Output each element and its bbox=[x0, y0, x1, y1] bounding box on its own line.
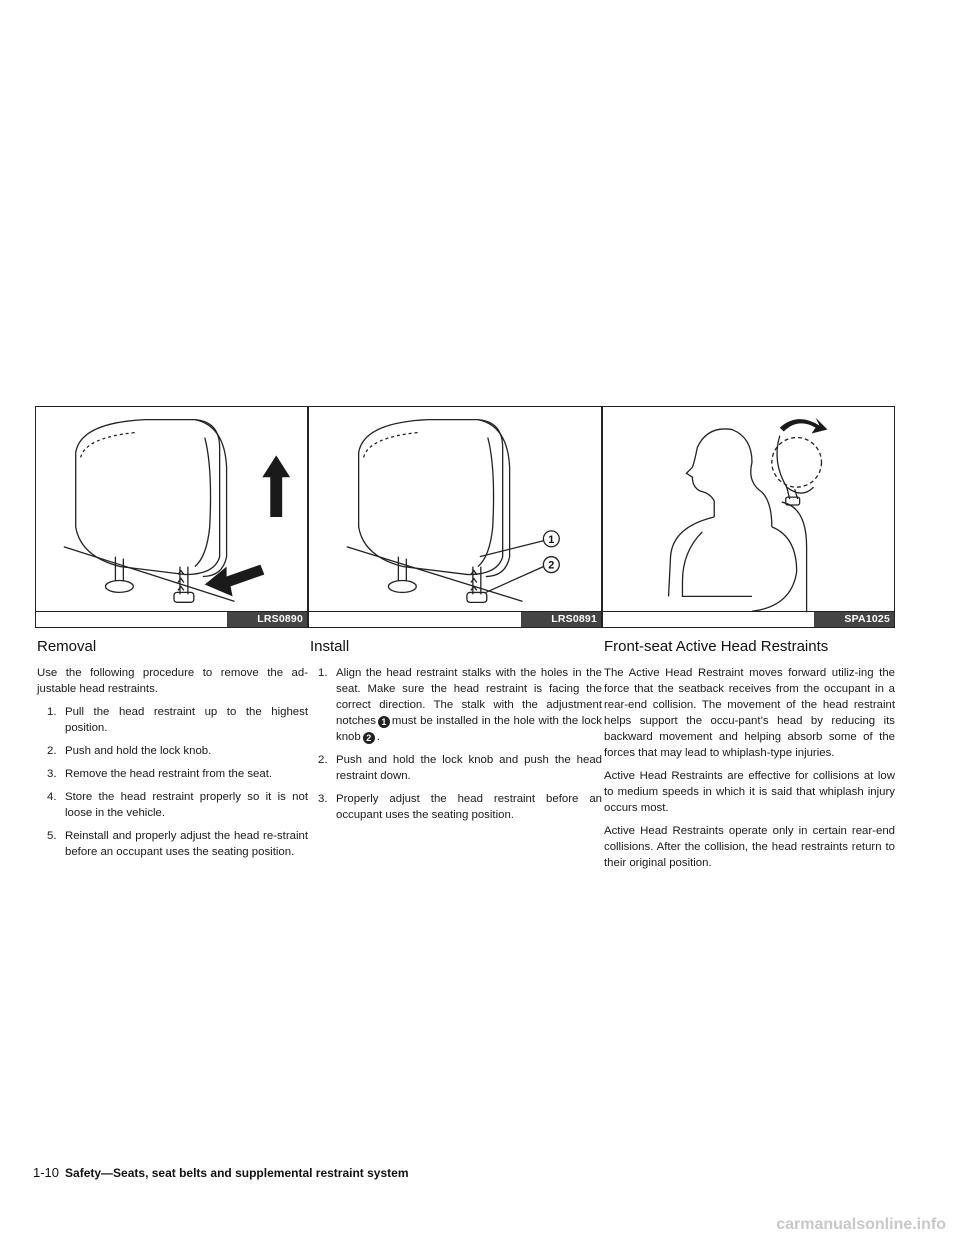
paragraph: The Active Head Restraint moves forward utiliz-ing the force that the seatback receives from the occupant in a rear-end collision. The movement of the head restraint helps support the occu-pant’s head by reducing its backward movement and helping absorb some of the forces that may lead to whiplash-type injuries. bbox=[604, 667, 895, 759]
list-item: 4. Store the head restraint properly so it is not loose in the vehicle. bbox=[47, 791, 308, 819]
page-number: 1-10 bbox=[33, 1165, 60, 1180]
list-item: 3. Properly adjust the head restraint before an occupant uses the seating position. bbox=[318, 793, 602, 821]
figure-head-restraint-removal bbox=[35, 406, 308, 628]
list-item: 2. Push and hold the lock knob and push the head restraint down. bbox=[318, 754, 602, 782]
list-item: 1. Align the head restraint stalks with the holes in the seat. Make sure the head restraint is facing the correct direction. The stalk with the adjustment notches 1 must be installed in the hole with the lock knob 2 . bbox=[318, 667, 602, 743]
page-footer bbox=[33, 1165, 409, 1180]
figure-code-label: SPA1025 bbox=[814, 612, 894, 627]
figure-code-label: LRS0890 bbox=[227, 612, 307, 627]
active-head-restraints-column bbox=[602, 406, 895, 878]
removal-column bbox=[35, 406, 308, 867]
watermark: carmanualsonline.info bbox=[776, 1216, 946, 1233]
removal-steps-list bbox=[35, 704, 308, 860]
list-item: 1. Pull the head restraint up to the highest position. bbox=[47, 706, 308, 734]
section-heading-install: Install bbox=[310, 638, 350, 655]
removal-intro: Use the following procedure to remove the ad-justable head restraints. bbox=[37, 667, 308, 695]
callout-2: 2 bbox=[548, 559, 555, 572]
install-column bbox=[308, 406, 602, 830]
figure-code-label: LRS0891 bbox=[521, 612, 601, 627]
section-heading-active-head-restraints: Front-seat Active Head Restraints bbox=[604, 638, 829, 655]
callout-2-badge: 2 bbox=[363, 732, 375, 744]
install-steps-list bbox=[308, 665, 602, 823]
list-item: 5. Reinstall and properly adjust the head re-straint before an occupant uses the seating position. bbox=[47, 830, 308, 858]
paragraph: Active Head Restraints operate only in certain rear-end collisions. After the collision, the head restraints return to their original position. bbox=[604, 825, 895, 869]
section-heading-removal: Removal bbox=[37, 638, 97, 655]
callout-1-badge: 1 bbox=[378, 716, 390, 728]
figure-active-head-restraint bbox=[602, 406, 895, 628]
chapter-title: Safety—Seats, seat belts and supplemental restraint system bbox=[65, 1166, 409, 1180]
figure-head-restraint-install bbox=[308, 406, 602, 628]
list-item: 2. Push and hold the lock knob. bbox=[47, 745, 212, 757]
paragraph: Active Head Restraints are effective for collisions at low to medium speeds in which it is said that whiplash injury occurs most. bbox=[604, 770, 895, 814]
list-item: 3. Remove the head restraint from the seat. bbox=[47, 768, 273, 780]
callout-1: 1 bbox=[548, 533, 555, 546]
head-restraint-removal-illustration bbox=[36, 407, 307, 613]
head-restraint-install-illustration bbox=[309, 407, 601, 613]
active-head-restraint-illustration bbox=[603, 407, 894, 613]
